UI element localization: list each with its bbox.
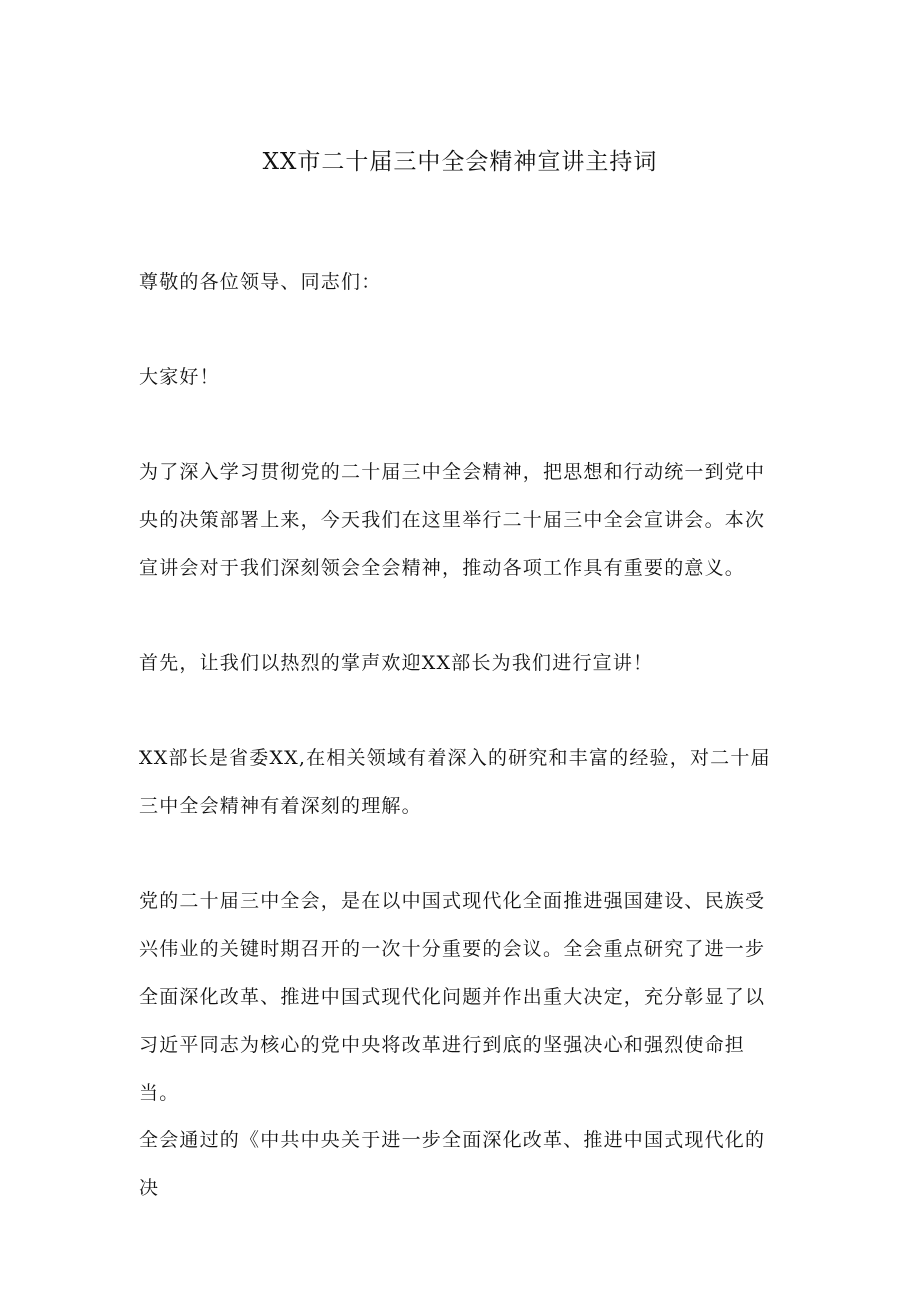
document-title: XX市二十届三中全会精神宣讲主持词 <box>262 149 658 175</box>
purpose-paragraph: 为了深入学习贯彻党的二十届三中全会精神，把思想和行动统一到党中央的决策部署上来，今天我们在这里举行二十届三中全会宣讲会。本次宣讲会对于我们深刻领会全会精神，推动各项工作具有重要的意义。 <box>139 461 766 579</box>
welcome-paragraph: 首先，让我们以热烈的掌声欢迎XX部长为我们进行宣讲！ <box>139 652 654 674</box>
salutation-paragraph: 尊敬的各位领导、同志们： <box>139 271 382 293</box>
speaker-intro-paragraph: XX部长是省委XX,在相关领域有着深入的研究和丰富的经验，对二十届三中全会精神有着深刻的理解。 <box>139 747 771 817</box>
decision-paragraph: 全会通过的《中共中央关于进一步全面深化改革、推进中国式现代化的决 <box>139 1129 766 1199</box>
greeting-paragraph: 大家好！ <box>139 366 220 388</box>
plenum-significance-paragraph: 党的二十届三中全会，是在以中国式现代化全面推进强国建设、民族受兴伟业的关键时期召开的一次十分重要的会议。全会重点研究了进一步全面深化改革、推进中国式现代化问题并作出重大决定，充分彰显了以习近平同志为核心的党中央将改革进行到底的坚强决心和强烈使命担当。 <box>139 890 766 1104</box>
